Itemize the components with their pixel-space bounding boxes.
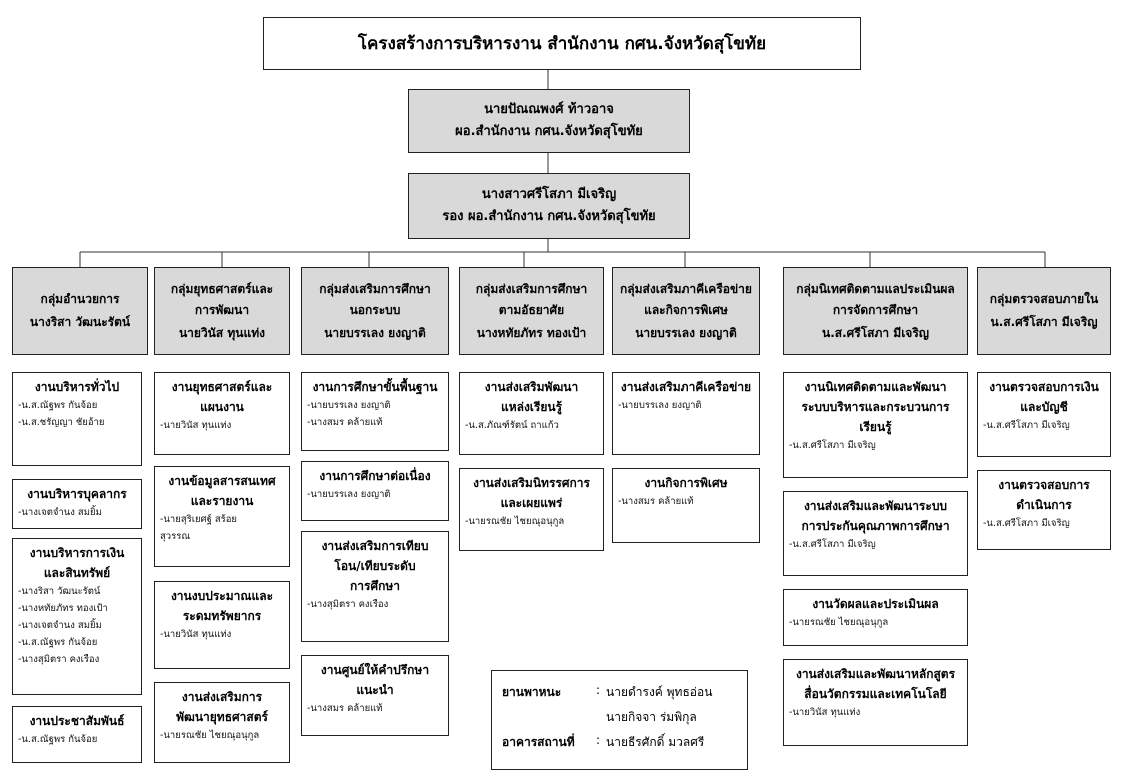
task-title: งานตรวจสอบการ: [998, 478, 1090, 492]
group-head: นายบรรเลง ยงญาติ: [635, 325, 737, 340]
task-title: งานงบประมาณและ: [170, 589, 274, 603]
deputy-position: รอง ผอ.สำนักงาน กศน.จังหวัดสุโขทัย: [442, 209, 656, 224]
task-person: -น.ส.ชรัญญา ชัยอ้าย: [18, 417, 105, 428]
task-title: แผนงาน: [200, 400, 244, 414]
task-person: -น.ส.ณัฐพร กันจ้อย: [18, 400, 98, 411]
task-general-admin: [12, 372, 142, 466]
task-person: -นายวินัส ทุนแท่ง: [160, 629, 232, 640]
task-title: สื่อนวัตกรรมและเทคโนโลยี: [804, 687, 947, 701]
task-basic-education: [301, 372, 449, 451]
task-finance: [12, 538, 142, 695]
group-title-line2: และกิจการพิเศษ: [644, 302, 728, 317]
task-person: -น.ส.ภัณฑ์รัตน์ ถาแก้ว: [465, 420, 559, 431]
task-equivalency: [301, 531, 449, 642]
task-title: งานส่งเสริมการ: [181, 690, 263, 704]
task-person: สุวรรณ: [160, 531, 191, 542]
task-title: งานศูนย์ให้คำปรึกษา: [320, 663, 430, 677]
task-person: -นางเจตจำนง สมยิ้ม: [18, 620, 102, 631]
task-title: งานส่งเสริมและพัฒนาหลักสูตร: [795, 667, 956, 681]
group-title-line1: กลุ่มส่งเสริมการศึกษา: [475, 281, 588, 296]
group-strategy: [154, 267, 290, 355]
group-title-line1: กลุ่มอำนวยการ: [40, 292, 120, 306]
group-title-line1: กลุ่มยุทธศาสตร์และ: [170, 281, 274, 296]
vehicle-person-1: นายดำรงค์ พุทธอ่อน: [606, 685, 713, 699]
task-person: -นายบรรเลง ยงญาติ: [307, 489, 391, 500]
task-title: และเผยแพร่: [500, 496, 563, 510]
task-person: -นางสมร คล้ายแท้: [307, 703, 383, 714]
task-continuing-education: [301, 461, 449, 521]
task-personnel: [12, 479, 142, 529]
task-person: -น.ส.ณัฐพร กันจ้อย: [18, 734, 98, 745]
task-person: -นางเจตจำนง สมยิ้ม: [18, 507, 102, 518]
building-person: นายธีรศักดิ์ มวลศรี: [606, 735, 705, 749]
task-title: งานยุทธศาสตร์และ: [171, 380, 273, 394]
task-network: [612, 372, 760, 455]
building-label: อาคารสถานที่: [502, 735, 575, 749]
group-title-line2: ตามอัธยาศัย: [498, 302, 565, 317]
task-title: งานกิจการพิเศษ: [644, 476, 728, 490]
task-title: ระบบบริหารและกระบวนการ: [801, 400, 950, 414]
group-network: [612, 267, 760, 355]
task-person: -นางสุมิตรา คงเรือง: [307, 599, 389, 610]
task-person: -น.ส.ศรีโสภา มีเจริญ: [983, 420, 1070, 431]
task-operations-audit: [977, 470, 1111, 550]
task-person: -นางสมร คล้ายแท้: [618, 496, 694, 507]
task-curriculum: [783, 659, 968, 746]
task-title: แนะนำ: [356, 683, 394, 697]
task-exhibition: [459, 468, 604, 551]
task-financial-audit: [977, 372, 1111, 457]
task-title: งานวัดผลและประเมินผล: [812, 597, 939, 611]
deputy-box: [408, 173, 690, 239]
group-title-line2: การพัฒนา: [194, 302, 250, 317]
task-title: งานส่งเสริมนิทรรศการ: [473, 476, 590, 490]
director-box: [408, 89, 690, 153]
task-title: การประกันคุณภาพการศึกษา: [801, 519, 950, 533]
task-title: งานบริหารการเงิน: [29, 546, 125, 560]
task-title: งานนิเทศติดตามและพัฒนา: [804, 380, 947, 394]
task-title: งานประชาสัมพันธ์: [29, 714, 125, 728]
chart-title-text: โครงสร้างการบริหารงาน สำนักงาน กศน.จังหวัดสุโขทัย: [357, 34, 767, 54]
task-person: -นางสุมิตรา คงเรือง: [18, 654, 100, 665]
task-title: พัฒนายุทธศาสตร์: [176, 710, 268, 724]
task-information: [154, 466, 290, 567]
task-title: งานส่งเสริมพัฒนา: [484, 380, 579, 394]
task-title: แหล่งเรียนรู้: [500, 400, 563, 414]
task-person: -นายบรรเลง ยงญาติ: [307, 400, 391, 411]
director-position: ผอ.สำนักงาน กศน.จังหวัดสุโขทัย: [455, 124, 643, 139]
group-informal: [459, 267, 604, 355]
task-evaluation: [783, 589, 968, 646]
task-title: และสินทรัพย์: [43, 566, 111, 580]
task-budget: [154, 581, 290, 669]
group-head: นางริสา วัฒนะรัตน์: [29, 315, 131, 329]
task-strategy-plan: [154, 372, 290, 455]
task-person: -น.ส.ณัฐพร กันจ้อย: [18, 637, 98, 648]
task-title: งานส่งเสริมและพัฒนาระบบ: [803, 499, 948, 513]
task-person: -นายรณชัย ไชยณุอนุกูล: [160, 730, 260, 741]
task-person: -นายวินัส ทุนแท่ง: [789, 707, 861, 718]
task-strategy-dev: [154, 682, 290, 763]
group-head: นายวินัส ทุนแท่ง: [178, 325, 266, 340]
task-title: ดำเนินการ: [1016, 498, 1072, 512]
task-title: งานส่งเสริมภาคีเครือข่าย: [620, 380, 752, 394]
deputy-name: นางสาวศรีโสภา มีเจริญ: [481, 187, 617, 202]
group-administration: [12, 267, 148, 355]
vehicle-person-2: นายกิจจา ร่มพิกุล: [606, 710, 697, 724]
task-title: งานข้อมูลสารสนเทศ: [168, 474, 276, 488]
task-special-affairs: [612, 468, 760, 543]
task-supervision-dev: [783, 372, 968, 478]
group-head: น.ส.ศรีโสภา มีเจริญ: [990, 315, 1098, 329]
task-person: -น.ส.ศรีโสภา มีเจริญ: [789, 440, 876, 451]
vehicle-separator: :: [596, 683, 601, 697]
task-title: งานส่งเสริมการเทียบ: [321, 539, 429, 553]
group-head: นายบรรเลง ยงญาติ: [324, 325, 426, 340]
task-person: -นางริสา วัฒนะรัตน์: [18, 586, 101, 597]
task-title: งานบริหารบุคลากร: [27, 487, 127, 501]
task-title: งานตรวจสอบการเงิน: [989, 380, 1099, 394]
task-person: -นายสุริเยศฐ์ สร้อย: [160, 514, 238, 525]
task-title: เรียนรู้: [859, 420, 892, 434]
task-person: -นางสมร คล้ายแท้: [307, 417, 383, 428]
group-supervision: [783, 267, 968, 355]
task-title: งานการศึกษาขั้นพื้นฐาน: [312, 380, 438, 394]
task-person: -นางหทัยภัทร ทองเป้า: [18, 603, 108, 614]
task-quality-assurance: [783, 491, 968, 576]
task-person: -นายบรรเลง ยงญาติ: [618, 400, 702, 411]
task-person: -นายวินัส ทุนแท่ง: [160, 420, 232, 431]
support-staff-box: [491, 670, 748, 770]
task-public-relations: [12, 706, 142, 763]
group-title-line1: กลุ่มนิเทศติดตามแลประเมินผล: [796, 281, 955, 296]
group-head: นางหทัยภัทร ทองเป้า: [476, 325, 587, 340]
group-head: น.ส.ศรีโสภา มีเจริญ: [821, 325, 929, 340]
chart-title: [263, 17, 861, 70]
group-title-line2: การจัดการศึกษา: [832, 302, 919, 317]
task-title: งานการศึกษาต่อเนื่อง: [319, 469, 431, 483]
director-name: นายปัณณพงศ์ ท้าวอาจ: [484, 102, 614, 117]
task-learning-sources: [459, 372, 604, 455]
vehicle-label: ยานพาหนะ: [502, 685, 562, 699]
task-title: และรายงาน: [190, 494, 254, 508]
group-nonformal: [301, 267, 449, 355]
task-person: -น.ส.ศรีโสภา มีเจริญ: [789, 539, 876, 550]
task-title: และบัญชี: [1020, 400, 1068, 414]
task-title: ระดมทรัพยากร: [182, 609, 262, 623]
task-title: การศึกษา: [350, 579, 400, 593]
group-title-line2: นอกระบบ: [349, 302, 401, 317]
building-separator: :: [596, 733, 601, 747]
task-counseling: [301, 655, 449, 736]
task-title: โอน/เทียบระดับ: [334, 559, 416, 573]
task-person: -นายรณชัย ไชยณุอนุกูล: [465, 516, 565, 527]
group-internal-audit: [977, 267, 1111, 355]
group-title-line1: กลุ่มส่งเสริมการศึกษา: [319, 281, 431, 296]
task-person: -น.ส.ศรีโสภา มีเจริญ: [983, 518, 1070, 529]
task-title: งานบริหารทั่วไป: [34, 380, 120, 394]
group-title-line1: กลุ่มส่งเสริมภาคีเครือข่าย: [620, 281, 752, 296]
group-title-line1: กลุ่มตรวจสอบภายใน: [989, 292, 1099, 306]
task-person: -นายรณชัย ไชยณุอนุกูล: [789, 617, 889, 628]
